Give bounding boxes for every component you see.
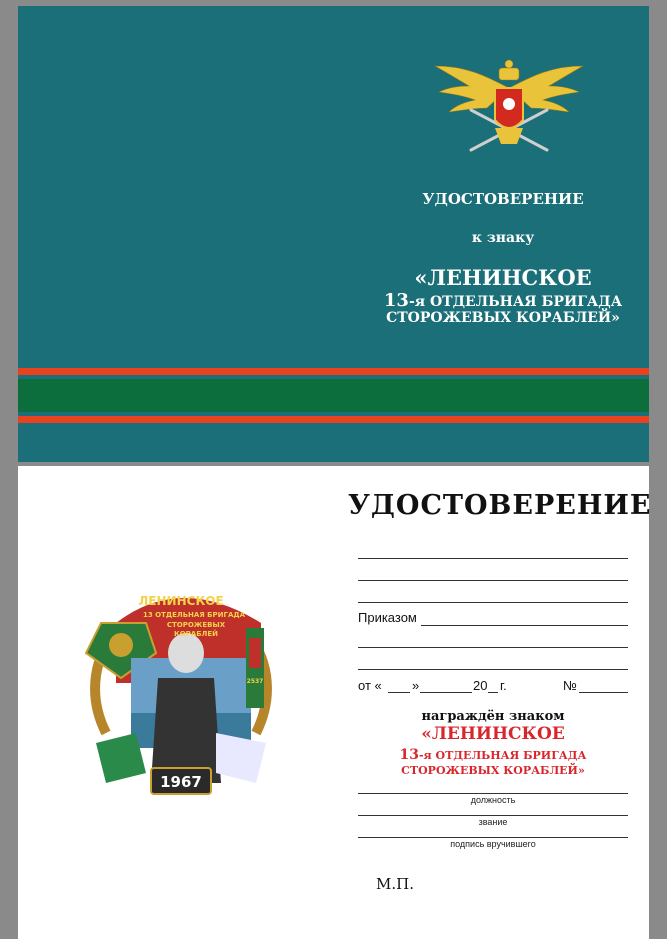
date-quote-close: » (412, 678, 420, 693)
date-day-line (388, 692, 410, 693)
rank-line (358, 815, 628, 816)
commemorative-badge-image (76, 583, 286, 808)
badge-top-text-1: ЛЕНИНСКОЕ (138, 594, 224, 608)
awarded-badge-line3: СТОРОЖЕВЫХ КОРАБЛЕЙ» (401, 764, 585, 777)
cover-stripe-red-bottom (18, 416, 649, 423)
position-label: должность (470, 795, 516, 805)
badge-top-text-3: СТОРОЖЕВЫХ (166, 621, 226, 629)
date-year-suffix: г. (500, 678, 507, 693)
form-line-4 (358, 647, 628, 648)
double-headed-eagle-emblem (429, 58, 589, 162)
date-year-line (488, 692, 498, 693)
cover-badge-line2 (358, 290, 648, 311)
cover-badge-name: «ЛЕНИНСКОЕ (414, 265, 592, 290)
stamp-label: М.П. (376, 875, 414, 893)
awarded-badge-number: 13 (399, 747, 419, 763)
cover-to-badge: к знаку (471, 230, 535, 246)
certificate-title: УДОСТОВЕРЕНИЕ (348, 490, 652, 521)
form-line-2 (358, 580, 628, 581)
cover-badge-unit: -я ОТДЕЛЬНАЯ БРИГАДА (408, 294, 623, 310)
form-line-1 (358, 558, 628, 559)
form-line-3 (358, 602, 628, 603)
awarded-badge-line2 (388, 747, 598, 763)
awarded-label: награждён знаком (421, 709, 565, 724)
cover-stripe-red-top (18, 368, 649, 375)
cover-badge-number: 13 (383, 290, 409, 311)
number-label: № (563, 678, 577, 693)
badge-year: 1967 (160, 773, 202, 791)
awarded-badge-name: «ЛЕНИНСКОЕ (421, 724, 565, 744)
badge-post-code: 2537 (246, 678, 264, 685)
signature-line (358, 837, 628, 838)
date-month-line (420, 692, 472, 693)
badge-top-text-4: КОРАБЛЕЙ (173, 630, 219, 638)
position-line (358, 793, 628, 794)
badge-top-text-2: 13 ОТДЕЛЬНАЯ БРИГАДА (142, 611, 246, 619)
order-line (421, 625, 628, 626)
date-year-label: 20 (473, 678, 488, 693)
order-label: Приказом (358, 610, 417, 625)
number-line (579, 692, 628, 693)
certificate-cover (18, 6, 649, 462)
form-line-5 (358, 669, 628, 670)
cover-title: УДОСТОВЕРЕНИЕ (422, 190, 584, 208)
date-from-label: от « (358, 678, 382, 693)
cover-badge-line3: СТОРОЖЕВЫХ КОРАБЛЕЙ» (386, 310, 620, 326)
awarded-badge-unit: -я ОТДЕЛЬНАЯ БРИГАДА (418, 749, 587, 762)
certificate-inner-page (18, 466, 652, 939)
signature-label: подпись вручившего (450, 839, 536, 849)
cover-stripe-green (18, 379, 649, 412)
rank-label: звание (478, 817, 508, 827)
